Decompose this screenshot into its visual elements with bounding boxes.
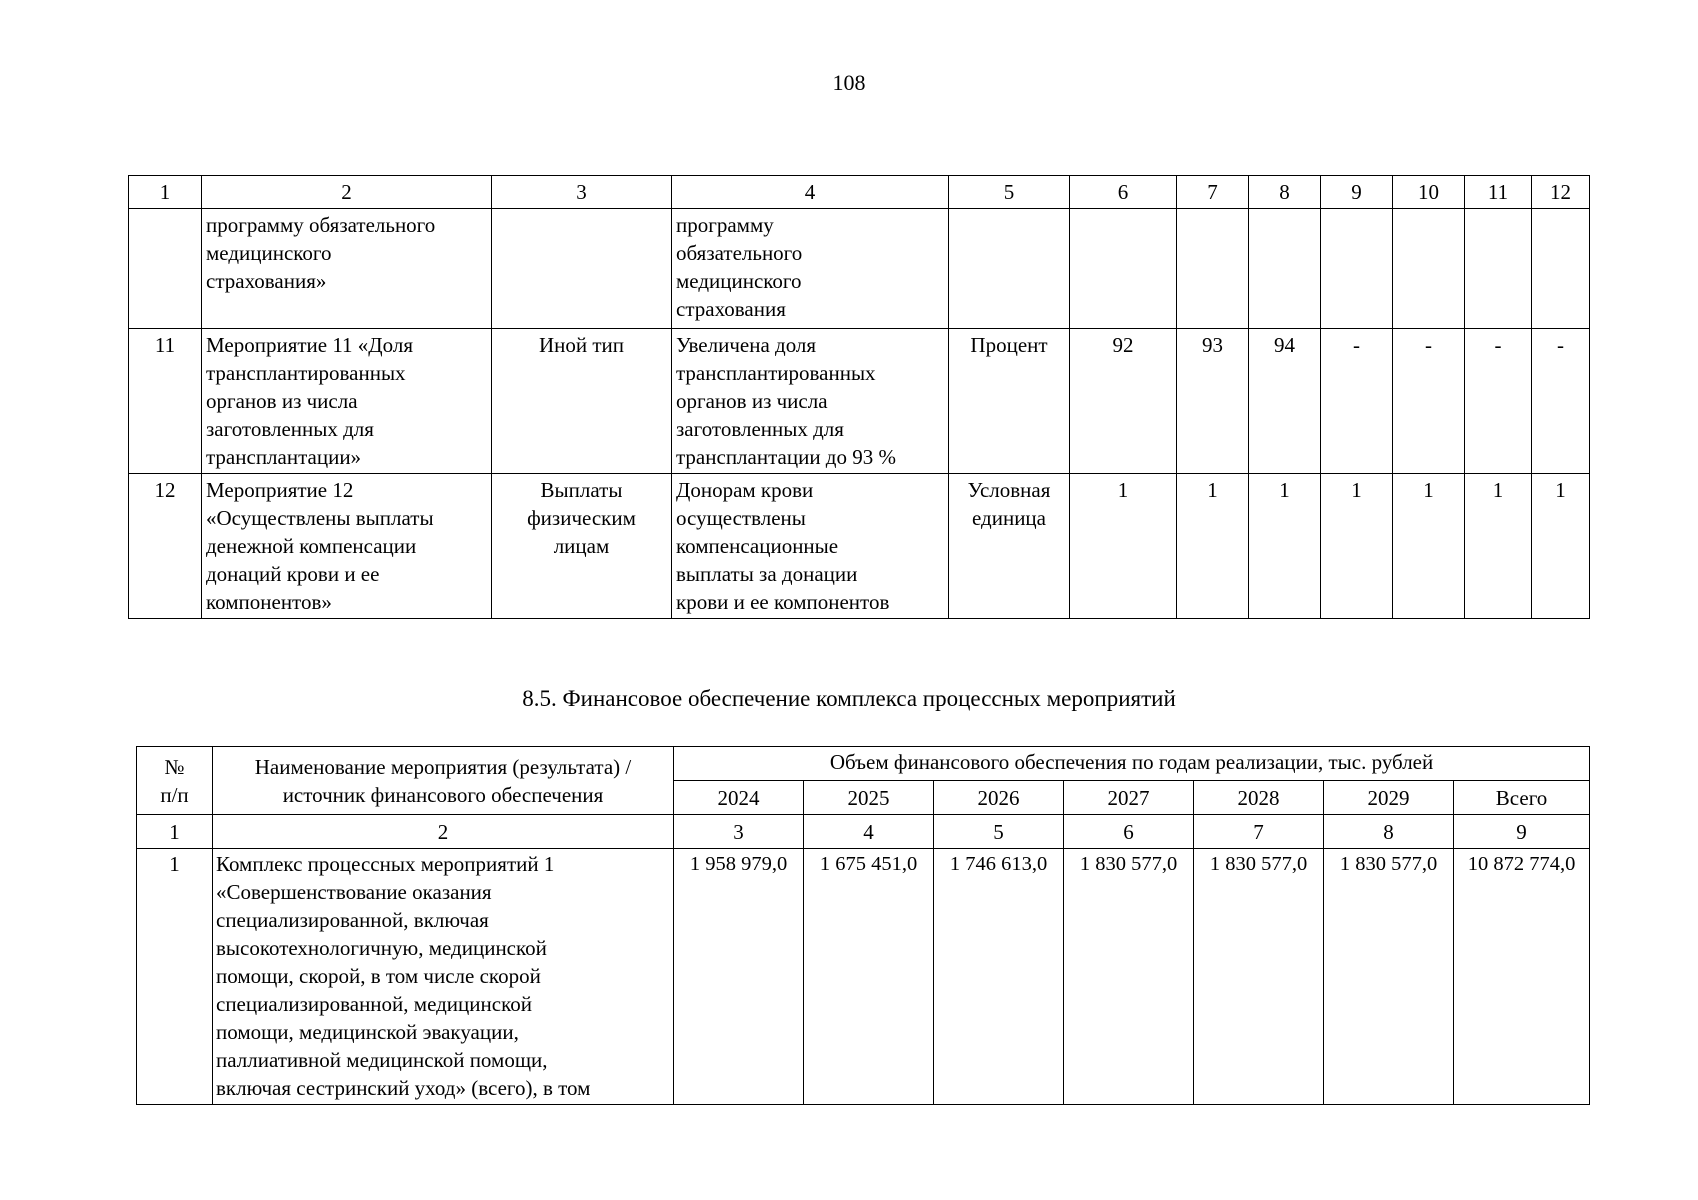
col-number: 9 <box>1454 815 1590 849</box>
value-cell: 92 <box>1070 329 1177 474</box>
cell-line: «Осуществлены выплаты <box>206 506 434 530</box>
cell-line: лицам <box>553 534 610 558</box>
measure-type <box>492 329 672 474</box>
measure-name <box>202 209 492 329</box>
value-cell: 1 958 979,0 <box>674 849 804 1105</box>
cell-line: источник финансового обеспечения <box>282 782 604 807</box>
cell-line: трансплантации» <box>206 445 362 469</box>
col-number: 8 <box>1324 815 1454 849</box>
row-number: 1 <box>137 849 213 1105</box>
cell-line: программу обязательного <box>206 213 436 237</box>
cell-line: компенсационные <box>676 534 839 558</box>
header-year: 2027 <box>1064 781 1194 815</box>
value-cell: 1 675 451,0 <box>804 849 934 1105</box>
financing-table <box>136 746 1590 1105</box>
cell-line: помощи, скорой, в том числе скорой <box>216 964 541 988</box>
header-year: 2024 <box>674 781 804 815</box>
cell-line: физическим <box>527 506 636 530</box>
value-cell: 1 <box>1249 474 1321 619</box>
col-number: 1 <box>129 176 202 209</box>
col-number: 6 <box>1064 815 1194 849</box>
measure-type <box>492 209 672 329</box>
header-total: Всего <box>1454 781 1590 815</box>
value-cell: 1 830 577,0 <box>1064 849 1194 1105</box>
page-number: 108 <box>832 70 866 95</box>
value-cell: - <box>1321 329 1393 474</box>
value-cell: 93 <box>1177 329 1249 474</box>
row-number: 11 <box>129 329 202 474</box>
col-number: 4 <box>672 176 949 209</box>
cell-line: единица <box>971 506 1046 530</box>
header-year: 2026 <box>934 781 1064 815</box>
header-volume: Объем финансового обеспечения по годам реализации, тыс. рублей <box>674 747 1590 781</box>
cell-line: специализированной, включая <box>216 908 489 932</box>
value-cell: - <box>1532 329 1590 474</box>
header-year: 2025 <box>804 781 934 815</box>
value-cell <box>1177 209 1249 329</box>
cell-line: страхования <box>676 297 786 321</box>
col-number: 11 <box>1465 176 1532 209</box>
value-cell <box>1393 209 1465 329</box>
cell-line: программу <box>676 213 774 237</box>
cell-line: высокотехнологичную, медицинской <box>216 936 547 960</box>
value-cell: 1 <box>1465 474 1532 619</box>
cell-line: заготовленных для <box>206 417 374 441</box>
col-number: 3 <box>674 815 804 849</box>
cell-line: денежной компенсации <box>206 534 417 558</box>
cell-line: страхования» <box>206 269 327 293</box>
cell-line: компонентов» <box>206 590 332 614</box>
value-cell <box>1321 209 1393 329</box>
cell-line: Выплаты <box>540 478 623 502</box>
value-cell <box>1532 209 1590 329</box>
col-number: 1 <box>137 815 213 849</box>
header-number <box>137 747 213 815</box>
cell-line: осуществлены <box>676 506 806 530</box>
measure-type <box>492 474 672 619</box>
col-number: 12 <box>1532 176 1590 209</box>
row-number: 12 <box>129 474 202 619</box>
cell-line: специализированной, медицинской <box>216 992 532 1016</box>
table-row <box>129 474 1590 619</box>
header-year: 2029 <box>1324 781 1454 815</box>
col-number: 2 <box>213 815 674 849</box>
unit <box>949 474 1070 619</box>
value-cell <box>1249 209 1321 329</box>
value-cell: 1 <box>1070 474 1177 619</box>
table-row <box>129 209 1590 329</box>
cell-line: органов из числа <box>206 389 358 413</box>
table-header-row <box>137 747 1590 781</box>
column-number-row <box>137 815 1590 849</box>
cell-line: трансплантации до 93 % <box>676 445 896 469</box>
col-number: 3 <box>492 176 672 209</box>
cell-line: Процент <box>970 333 1048 357</box>
col-number: 4 <box>804 815 934 849</box>
cell-line: Донорам крови <box>676 478 814 502</box>
header-year: 2028 <box>1194 781 1324 815</box>
value-cell <box>1465 209 1532 329</box>
col-number: 7 <box>1194 815 1324 849</box>
total-cell: 10 872 774,0 <box>1454 849 1590 1105</box>
value-cell <box>1070 209 1177 329</box>
cell-line: Наименование мероприятия (результата) / <box>254 754 632 779</box>
value-cell: 1 <box>1177 474 1249 619</box>
col-number: 5 <box>949 176 1070 209</box>
unit <box>949 329 1070 474</box>
cell-line: Мероприятие 12 <box>206 478 354 502</box>
col-number: 7 <box>1177 176 1249 209</box>
measure-name <box>213 849 674 1105</box>
cell-line: п/п <box>160 782 189 807</box>
value-cell: 1 746 613,0 <box>934 849 1064 1105</box>
cell-line: выплаты за донации <box>676 562 858 586</box>
table-row <box>137 849 1590 1105</box>
col-number: 8 <box>1249 176 1321 209</box>
cell-line: «Совершенствование оказания <box>216 880 492 904</box>
value-cell: 1 830 577,0 <box>1194 849 1324 1105</box>
col-number: 2 <box>202 176 492 209</box>
cell-line: медицинского <box>206 241 332 265</box>
cell-line: обязательного <box>676 241 803 265</box>
cell-line: трансплантированных <box>676 361 876 385</box>
cell-line: включая сестринский уход» (всего), в том <box>216 1076 591 1100</box>
cell-line: Условная <box>967 478 1051 502</box>
cell-line: донаций крови и ее <box>206 562 380 586</box>
value-cell: 94 <box>1249 329 1321 474</box>
measure-name <box>202 474 492 619</box>
value-cell: - <box>1465 329 1532 474</box>
measure-result <box>672 209 949 329</box>
cell-line: паллиативной медицинской помощи, <box>216 1048 548 1072</box>
cell-line: Мероприятие 11 «Доля <box>206 333 413 357</box>
value-cell: 1 <box>1393 474 1465 619</box>
cell-line: заготовленных для <box>676 417 844 441</box>
col-number: 9 <box>1321 176 1393 209</box>
table-row <box>129 329 1590 474</box>
cell-line: Комплекс процессных мероприятий 1 <box>216 852 555 876</box>
cell-line: медицинского <box>676 269 802 293</box>
col-number: 10 <box>1393 176 1465 209</box>
value-cell: - <box>1393 329 1465 474</box>
cell-line: Иной тип <box>538 333 625 357</box>
measure-result <box>672 329 949 474</box>
row-number <box>129 209 202 329</box>
cell-line: крови и ее компонентов <box>676 590 890 614</box>
cell-line: органов из числа <box>676 389 828 413</box>
cell-line: № <box>164 754 185 779</box>
unit <box>949 209 1070 329</box>
cell-line: трансплантированных <box>206 361 406 385</box>
col-number: 6 <box>1070 176 1177 209</box>
measure-result <box>672 474 949 619</box>
header-name <box>213 747 674 815</box>
value-cell: 1 <box>1321 474 1393 619</box>
table-header-row <box>129 176 1590 209</box>
section-title: 8.5. Финансовое обеспечение комплекса процессных мероприятий <box>522 686 1176 711</box>
value-cell: 1 830 577,0 <box>1324 849 1454 1105</box>
cell-line: помощи, медицинской эвакуации, <box>216 1020 519 1044</box>
measure-name <box>202 329 492 474</box>
cell-line: Увеличена доля <box>676 333 817 357</box>
indicators-table <box>128 175 1590 619</box>
value-cell: 1 <box>1532 474 1590 619</box>
col-number: 5 <box>934 815 1064 849</box>
